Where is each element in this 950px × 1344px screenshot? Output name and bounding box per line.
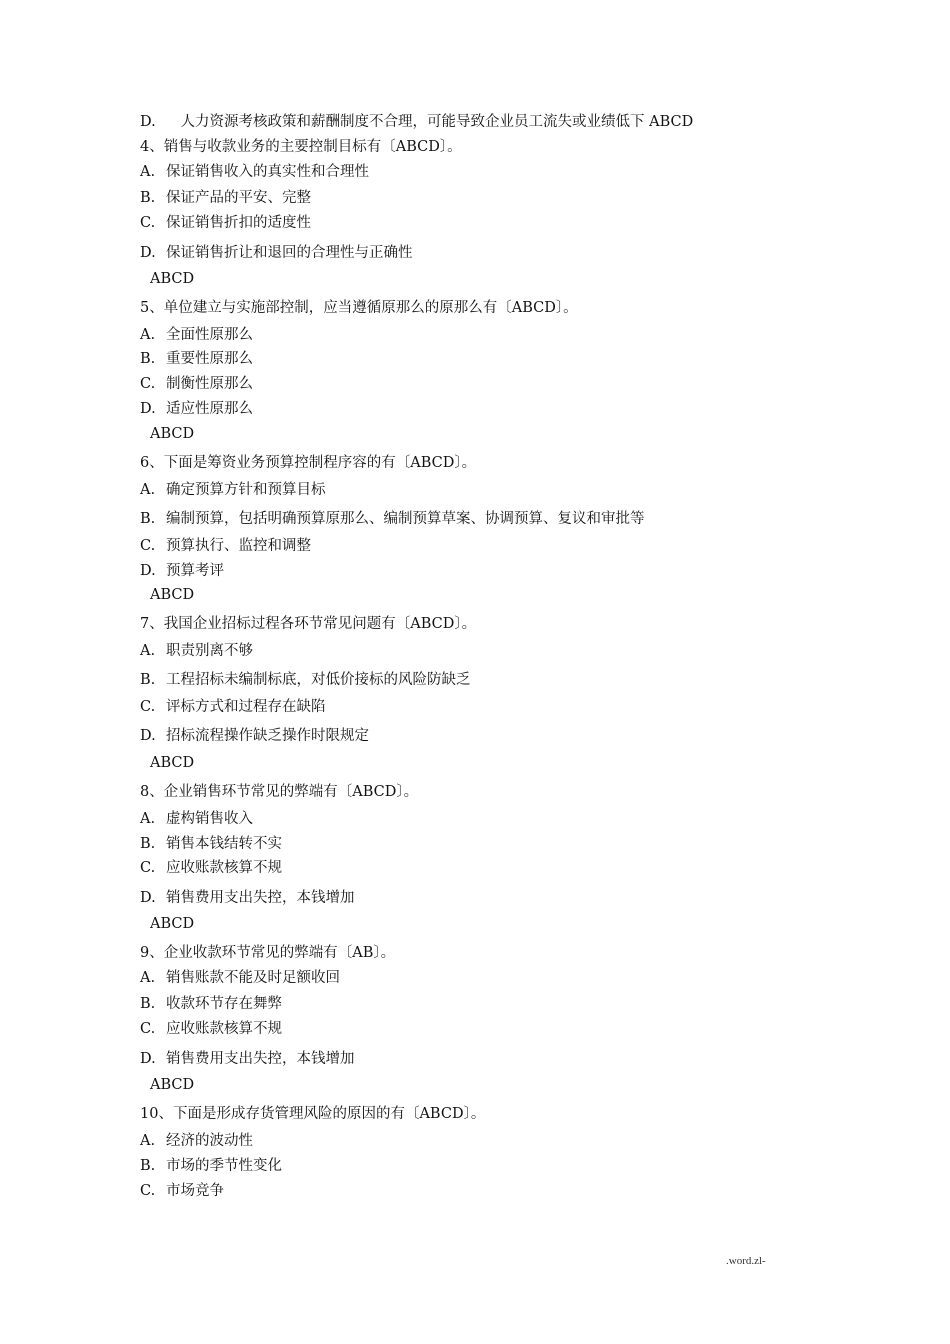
option-letter: C. [140, 1183, 156, 1199]
option-letter: B. [140, 672, 156, 688]
option-text: 制衡性原那么 [166, 376, 253, 392]
option-line [140, 810, 253, 828]
option-letter: D. [140, 728, 156, 744]
option-text: 保证销售收入的真实性和合理性 [166, 164, 369, 180]
question-line: 7、我国企业招标过程各环节常见问题有〔ABCD〕。 [140, 616, 477, 632]
option-text: 编制预算，包括明确预算原那么、编制预算草案、协调预算、复议和审批等 [166, 511, 645, 527]
option-letter: A. [140, 1133, 156, 1149]
option-line [140, 1182, 224, 1200]
option-letter: C. [140, 860, 156, 876]
option-letter: B. [140, 351, 156, 367]
option-text: 应收账款核算不规 [166, 1021, 282, 1037]
answer-line: ABCD [150, 1077, 195, 1093]
option-text: 人力资源考核政策和薪酬制度不合理，可能导致企业员工流失或业绩低下 ABCD [166, 114, 694, 130]
option-line [140, 113, 693, 131]
option-text: 销售本钱结转不实 [166, 836, 282, 852]
option-letter: D. [140, 245, 156, 261]
option-line [140, 400, 253, 418]
option-line [140, 326, 253, 344]
answer-line: ABCD [150, 271, 195, 287]
option-text: 确定预算方针和预算目标 [166, 482, 326, 498]
option-line [140, 163, 369, 181]
question-line: 4、销售与收款业务的主要控制目标有〔ABCD〕。 [140, 139, 462, 155]
option-line [140, 189, 311, 207]
option-line [140, 1157, 282, 1175]
option-line [140, 995, 282, 1013]
option-text: 应收账款核算不规 [166, 860, 282, 876]
option-line [140, 889, 355, 907]
option-letter: C. [140, 215, 156, 231]
option-line [140, 698, 326, 716]
option-letter: C. [140, 376, 156, 392]
option-letter: A. [140, 164, 156, 180]
option-line [140, 835, 282, 853]
option-letter: D. [140, 114, 156, 130]
option-letter: D. [140, 1051, 156, 1067]
option-line [140, 350, 253, 368]
option-line [140, 1050, 355, 1068]
answer-line: ABCD [150, 916, 195, 932]
option-text: 招标流程操作缺乏操作时限规定 [166, 728, 369, 744]
option-text: 重要性原那么 [166, 351, 253, 367]
option-letter: C. [140, 1021, 156, 1037]
option-letter: C. [140, 699, 156, 715]
option-line [140, 537, 311, 555]
option-line [140, 969, 340, 987]
option-text: 评标方式和过程存在缺陷 [166, 699, 326, 715]
option-text: 全面性原那么 [166, 327, 253, 343]
option-text: 职责别离不够 [166, 643, 253, 659]
option-letter: D. [140, 563, 156, 579]
question-line: 8、企业销售环节常见的弊端有〔ABCD〕。 [140, 784, 419, 800]
answer-line: ABCD [150, 426, 195, 442]
option-text: 销售费用支出失控，本钱增加 [166, 890, 355, 906]
question-line: 10、下面是形成存货管理风险的原因的有〔ABCD〕。 [140, 1106, 486, 1122]
option-letter: B. [140, 1158, 156, 1174]
option-line [140, 510, 645, 528]
option-letter: A. [140, 482, 156, 498]
option-letter: B. [140, 190, 156, 206]
option-line [140, 1132, 253, 1150]
option-text: 虚构销售收入 [166, 811, 253, 827]
option-text: 预算考评 [166, 563, 224, 579]
option-letter: A. [140, 970, 156, 986]
option-text: 市场的季节性变化 [166, 1158, 282, 1174]
option-text: 收款环节存在舞弊 [166, 996, 282, 1012]
option-text: 保证销售折让和退回的合理性与正确性 [166, 245, 413, 261]
option-text: 保证销售折扣的适度性 [166, 215, 311, 231]
answer-line: ABCD [150, 587, 195, 603]
option-line [140, 562, 224, 580]
option-line [140, 859, 282, 877]
option-text: 经济的波动性 [166, 1133, 253, 1149]
option-text: 预算执行、监控和调整 [166, 538, 311, 554]
option-letter: B. [140, 511, 156, 527]
option-line [140, 375, 253, 393]
question-line: 5、单位建立与实施部控制，应当遵循原那么的原那么有〔ABCD〕。 [140, 300, 578, 316]
question-line: 6、下面是筹资业务预算控制程序容的有〔ABCD〕。 [140, 455, 477, 471]
option-line [140, 642, 253, 660]
option-line [140, 727, 369, 745]
option-line [140, 1020, 282, 1038]
option-line [140, 214, 311, 232]
option-text: 保证产品的平安、完整 [166, 190, 311, 206]
option-text: 工程招标未编制标底，对低价接标的风险防缺乏 [166, 672, 471, 688]
question-line: 9、企业收款环节常见的弊端有〔AB〕。 [140, 945, 396, 961]
option-letter: D. [140, 401, 156, 417]
option-text: 销售账款不能及时足额收回 [166, 970, 340, 986]
option-letter: A. [140, 327, 156, 343]
option-letter: A. [140, 643, 156, 659]
option-line [140, 671, 471, 689]
option-letter: D. [140, 890, 156, 906]
answer-line: ABCD [150, 755, 195, 771]
option-line [140, 244, 413, 262]
option-text: 销售费用支出失控，本钱增加 [166, 1051, 355, 1067]
option-letter: A. [140, 811, 156, 827]
option-line [140, 481, 326, 499]
option-letter: B. [140, 836, 156, 852]
option-text: 适应性原那么 [166, 401, 253, 417]
option-letter: C. [140, 538, 156, 554]
option-text: 市场竞争 [166, 1183, 224, 1199]
page-footer: .word.zl- [726, 1255, 766, 1267]
option-letter: B. [140, 996, 156, 1012]
